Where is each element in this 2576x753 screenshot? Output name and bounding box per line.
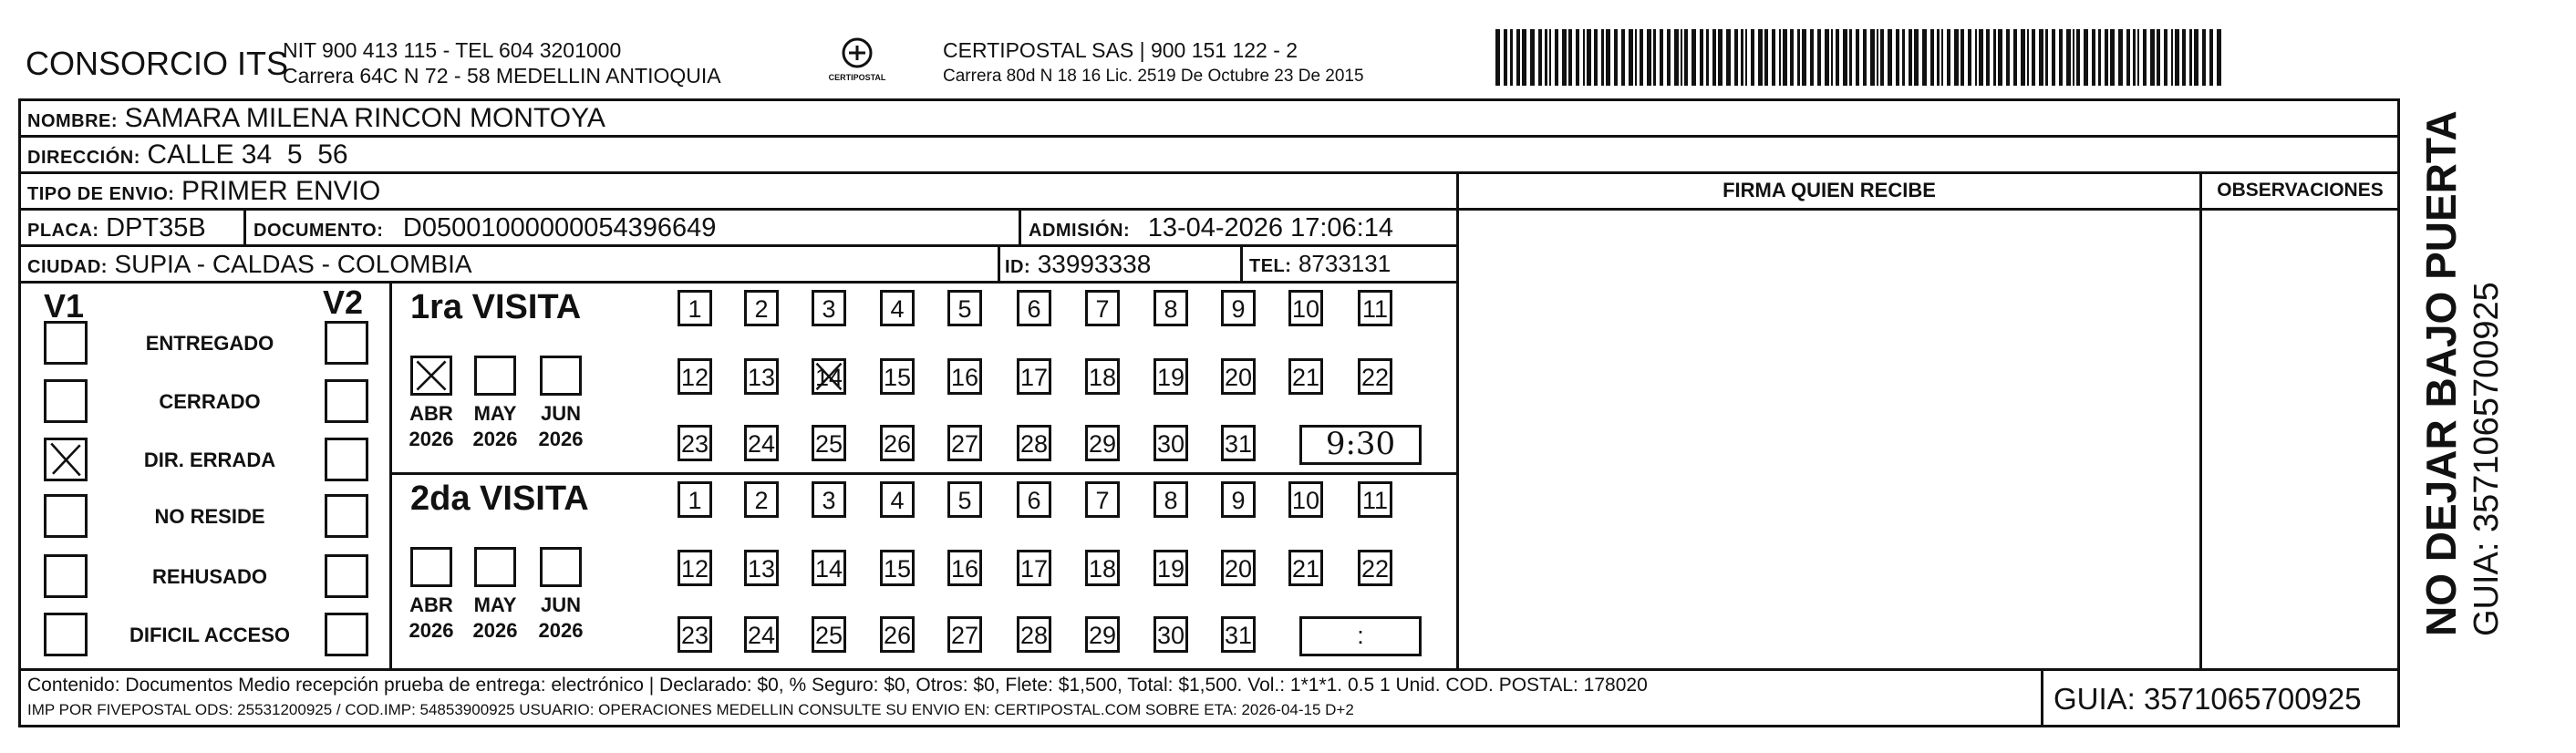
nombre-value: SAMARA MILENA RINCON MONTOYA	[124, 103, 605, 133]
company-name: CONSORCIO ITS	[26, 45, 289, 82]
day-number: 26	[883, 622, 912, 649]
side-warning: NO DEJAR BAJO PUERTA	[2417, 110, 2465, 636]
day-number: 3	[822, 295, 836, 323]
day-box[interactable]	[947, 550, 982, 586]
day-box[interactable]	[1221, 616, 1256, 653]
day-number: 11	[1361, 487, 1389, 514]
day-number: 20	[1224, 364, 1253, 391]
month-label	[463, 401, 527, 452]
day-number: 9	[1231, 487, 1246, 514]
day-number: 27	[950, 622, 979, 649]
day-box[interactable]	[880, 481, 915, 518]
guia-footer-divider	[2041, 668, 2043, 727]
day-number: 3	[822, 487, 836, 514]
v2-checkbox[interactable]	[325, 554, 368, 598]
signature-area[interactable]	[1459, 208, 2199, 668]
day-number: 21	[1291, 364, 1320, 391]
day-box[interactable]	[880, 290, 915, 326]
courier-name: CERTIPOSTAL SAS | 900 151 122 - 2	[943, 38, 1298, 62]
day-box[interactable]	[1017, 550, 1051, 586]
tipo-label: TIPO DE ENVIO:	[27, 184, 175, 204]
day-number: 17	[1019, 364, 1049, 391]
month-name: JUN	[540, 402, 581, 425]
day-number: 17	[1019, 555, 1049, 583]
month-year: 2026	[472, 428, 518, 450]
day-box[interactable]	[1017, 358, 1051, 395]
day-number: 12	[680, 364, 709, 391]
ciudad-label: CIUDAD:	[27, 257, 108, 277]
day-box[interactable]	[947, 481, 982, 518]
month-name: ABR	[409, 402, 453, 425]
status-label: CERRADO	[159, 390, 261, 413]
signature-header: FIRMA QUIEN RECIBE	[1723, 179, 1936, 201]
month-name: MAY	[473, 402, 517, 425]
footer-imp: IMP POR FIVEPOSTAL ODS: 25531200925 / COD.IMP: 54853900925 USUARIO: OPERACIONES MEDELLIN CONSULTE SU ENVIO EN: CERTIPOSTAL.COM SOBRE ETA: 2026-04-15 D+2	[27, 701, 1354, 718]
day-number: 1	[688, 295, 702, 323]
day-number: 15	[883, 364, 912, 391]
day-number: 19	[1156, 555, 1185, 583]
direccion-label: DIRECCIÓN:	[27, 148, 140, 168]
status-label: DIR. ERRADA	[143, 449, 276, 471]
day-box[interactable]	[1288, 358, 1323, 395]
v2-checkbox[interactable]	[325, 438, 368, 481]
day-box[interactable]	[812, 481, 846, 518]
day-number: 7	[1095, 487, 1110, 514]
day-number: 31	[1224, 622, 1253, 649]
v2-checkbox[interactable]	[325, 379, 368, 423]
day-number: 21	[1291, 555, 1320, 583]
day-number: 7	[1095, 295, 1110, 323]
observaciones-header: OBSERVACIONES	[2217, 180, 2384, 201]
admision-row	[1029, 215, 1393, 242]
month-checkbox[interactable]	[410, 547, 452, 587]
day-number: 10	[1291, 487, 1320, 514]
month-name: MAY	[473, 593, 517, 616]
day-box[interactable]	[744, 550, 779, 586]
placa-value: DPT35B	[106, 213, 206, 242]
placa-row	[27, 215, 206, 242]
day-box[interactable]	[1154, 358, 1188, 395]
day-number: 13	[747, 364, 776, 391]
v2-checkbox[interactable]	[325, 321, 368, 365]
month-label	[399, 593, 463, 644]
day-box[interactable]	[1288, 481, 1323, 518]
x-mark-icon	[413, 358, 450, 393]
v2-label: V2	[323, 284, 364, 321]
day-box[interactable]	[1288, 550, 1323, 586]
day-box[interactable]	[812, 616, 846, 653]
month-year: 2026	[538, 619, 584, 642]
day-box[interactable]	[744, 481, 779, 518]
day-number: 16	[950, 555, 979, 583]
day-number: 4	[890, 295, 905, 323]
day-number: 18	[1088, 555, 1117, 583]
day-box[interactable]	[880, 616, 915, 653]
company-address: Carrera 64C N 72 - 58 MEDELLIN ANTIOQUIA	[283, 64, 721, 88]
x-mark-icon	[47, 440, 85, 479]
v2-checkbox[interactable]	[325, 494, 368, 538]
day-box[interactable]	[1154, 616, 1188, 653]
day-number: 29	[1088, 430, 1117, 458]
company-nit: NIT 900 413 115 - TEL 604 3201000	[283, 38, 622, 62]
month-year: 2026	[538, 428, 584, 450]
row-line	[18, 281, 1459, 284]
day-box[interactable]	[744, 425, 779, 461]
day-number: 8	[1164, 487, 1178, 514]
visit-title: 1ra VISITA	[410, 288, 582, 326]
v1-checkbox[interactable]	[44, 379, 88, 423]
day-number: 28	[1019, 430, 1049, 458]
day-number: 2	[754, 295, 769, 323]
day-box[interactable]	[1221, 481, 1256, 518]
v1-checkbox[interactable]	[44, 554, 88, 598]
day-box[interactable]	[744, 358, 779, 395]
day-number: 2	[754, 487, 769, 514]
day-box[interactable]	[880, 358, 915, 395]
day-number: 12	[680, 555, 709, 583]
day-number: 22	[1360, 364, 1390, 391]
day-number: 28	[1019, 622, 1049, 649]
day-box[interactable]	[744, 616, 779, 653]
day-box[interactable]	[678, 481, 712, 518]
day-box[interactable]	[812, 550, 846, 586]
day-box[interactable]	[1017, 616, 1051, 653]
id-row	[1005, 252, 1151, 277]
day-box[interactable]	[1154, 550, 1188, 586]
day-number: 22	[1360, 555, 1390, 583]
day-box[interactable]	[678, 425, 712, 461]
x-mark-icon	[814, 361, 843, 392]
tipo-value: PRIMER ENVIO	[181, 176, 381, 206]
nombre-row	[27, 105, 605, 132]
day-box[interactable]	[1154, 425, 1188, 461]
day-number: 25	[814, 430, 843, 458]
month-checkbox[interactable]	[540, 547, 582, 587]
day-box[interactable]	[678, 290, 712, 326]
day-number: 31	[1224, 430, 1253, 458]
v1-checkbox[interactable]	[44, 613, 88, 656]
day-box[interactable]	[678, 616, 712, 653]
day-number: 25	[814, 622, 843, 649]
time-box[interactable]: 9:30	[1299, 425, 1422, 465]
day-box[interactable]	[947, 358, 982, 395]
day-number: 14	[814, 555, 843, 583]
day-box[interactable]	[1358, 481, 1392, 518]
day-number: 20	[1224, 555, 1253, 583]
side-text	[2416, 89, 2526, 636]
month-label	[529, 593, 593, 644]
tel-row	[1249, 252, 1391, 276]
day-box[interactable]	[678, 358, 712, 395]
day-number: 4	[890, 487, 905, 514]
day-number: 10	[1291, 295, 1320, 323]
status-label: DIFICIL ACCESO	[129, 624, 290, 646]
status-label: REHUSADO	[152, 565, 267, 588]
tipo-row	[27, 178, 380, 205]
visit-title: 2da VISITA	[410, 480, 589, 518]
day-number: 30	[1156, 430, 1185, 458]
month-label	[463, 593, 527, 644]
day-number: 1	[688, 487, 702, 514]
day-box[interactable]	[880, 550, 915, 586]
footer-contenido: Contenido: Documentos Medio recepción prueba de entrega: electrónico | Declarado: $0, % Seguro: $0, Otros: $0, Flete: $1,500, Total: $1,500. Vol.: 1*1*1. 0.5 1 Unid. COD. POSTAL: 178020	[27, 675, 1648, 696]
courier-address: Carrera 80d N 18 16 Lic. 2519 De Octubre 23 De 2015	[943, 67, 1364, 86]
admision-label: ADMISIÓN:	[1029, 221, 1131, 241]
time-box[interactable]: :	[1299, 616, 1422, 656]
day-box[interactable]	[1154, 481, 1188, 518]
day-box[interactable]	[1017, 425, 1051, 461]
day-box[interactable]	[1085, 481, 1120, 518]
day-box[interactable]	[1358, 550, 1392, 586]
day-number: 16	[950, 364, 979, 391]
day-number: 13	[747, 555, 776, 583]
month-checkbox[interactable]	[474, 547, 516, 587]
day-number: 9	[1231, 295, 1246, 323]
day-number: 6	[1027, 295, 1041, 323]
month-checkbox[interactable]	[540, 356, 582, 396]
day-number: 29	[1088, 622, 1117, 649]
month-name: ABR	[409, 593, 453, 616]
day-number: 30	[1156, 622, 1185, 649]
id-divider	[998, 244, 1000, 283]
day-number: 5	[957, 295, 972, 323]
day-number: 14	[814, 364, 843, 391]
day-box[interactable]	[1085, 425, 1120, 461]
day-number: 15	[883, 555, 912, 583]
day-box[interactable]	[1154, 290, 1188, 326]
documento-label: DOCUMENTO:	[253, 221, 384, 241]
status-label: ENTREGADO	[145, 332, 274, 355]
day-box[interactable]	[1221, 358, 1256, 395]
month-label	[399, 401, 463, 452]
v1-checkbox[interactable]	[44, 494, 88, 538]
placa-label: PLACA:	[27, 221, 99, 241]
day-box[interactable]	[812, 425, 846, 461]
side-guia: GUIA: 3571065700925	[2467, 282, 2506, 636]
certipostal-logo	[821, 35, 894, 89]
day-number: 18	[1088, 364, 1117, 391]
status-divider	[389, 281, 392, 671]
day-number: 11	[1361, 295, 1389, 323]
day-box[interactable]	[1221, 425, 1256, 461]
day-number: 6	[1027, 487, 1041, 514]
status-label: NO RESIDE	[154, 505, 265, 528]
day-number: 23	[680, 622, 709, 649]
tel-divider	[1240, 244, 1243, 283]
day-box[interactable]	[1288, 290, 1323, 326]
id-value: 33993338	[1037, 250, 1152, 278]
day-number: 26	[883, 430, 912, 458]
day-box[interactable]	[1085, 616, 1120, 653]
day-number: 24	[747, 430, 776, 458]
day-number: 8	[1164, 295, 1178, 323]
visit-divider	[389, 472, 1458, 475]
tel-value: 8733131	[1298, 250, 1391, 277]
day-box[interactable]	[1017, 290, 1051, 326]
month-checkbox[interactable]	[474, 356, 516, 396]
day-number: 27	[950, 430, 979, 458]
day-box[interactable]	[947, 425, 982, 461]
v1-checkbox[interactable]	[44, 321, 88, 365]
v1-checkbox[interactable]	[44, 438, 88, 481]
direccion-row	[27, 141, 348, 169]
placa-divider	[243, 208, 246, 246]
day-box[interactable]	[678, 550, 712, 586]
documento-value: D05001000000054396649	[402, 213, 717, 242]
v2-checkbox[interactable]	[325, 613, 368, 656]
day-box[interactable]	[812, 290, 846, 326]
id-label: ID:	[1005, 257, 1031, 277]
day-number: 23	[680, 430, 709, 458]
day-box[interactable]	[1017, 481, 1051, 518]
documento-row	[253, 215, 716, 242]
month-year: 2026	[409, 619, 454, 642]
ciudad-row	[27, 252, 472, 277]
month-year: 2026	[472, 619, 518, 642]
row-line	[18, 171, 2400, 174]
day-number: 5	[957, 487, 972, 514]
v1-label: V1	[44, 287, 85, 325]
month-label	[529, 401, 593, 452]
day-box[interactable]	[1358, 290, 1392, 326]
day-box[interactable]	[1085, 290, 1120, 326]
day-box[interactable]	[880, 425, 915, 461]
day-box[interactable]	[744, 290, 779, 326]
day-box[interactable]	[1221, 550, 1256, 586]
day-number: 24	[747, 622, 776, 649]
month-name: JUN	[540, 593, 581, 616]
logo-text: CERTIPOSTAL	[828, 73, 886, 82]
day-box[interactable]	[947, 290, 982, 326]
ciudad-value: SUPIA - CALDAS - COLOMBIA	[114, 250, 472, 278]
footer-guia: GUIA: 3571065700925	[2054, 682, 2362, 716]
admision-value: 13-04-2026 17:06:14	[1147, 213, 1393, 242]
day-box[interactable]	[1085, 550, 1120, 586]
day-box[interactable]	[947, 616, 982, 653]
month-checkbox[interactable]	[410, 356, 452, 396]
nombre-label: NOMBRE:	[27, 111, 119, 131]
observaciones-area[interactable]	[2202, 208, 2398, 668]
admision-divider	[1019, 208, 1021, 246]
day-box[interactable]	[1358, 358, 1392, 395]
row-line	[18, 135, 2400, 138]
barcode	[1495, 29, 2225, 89]
day-box[interactable]	[1085, 358, 1120, 395]
direccion-value: CALLE 34 5 56	[147, 139, 348, 170]
day-number: 19	[1156, 364, 1185, 391]
day-box[interactable]	[1221, 290, 1256, 326]
day-box[interactable]	[812, 358, 846, 395]
month-year: 2026	[409, 428, 454, 450]
row-line	[18, 244, 1459, 247]
tel-label: TEL:	[1249, 256, 1292, 276]
